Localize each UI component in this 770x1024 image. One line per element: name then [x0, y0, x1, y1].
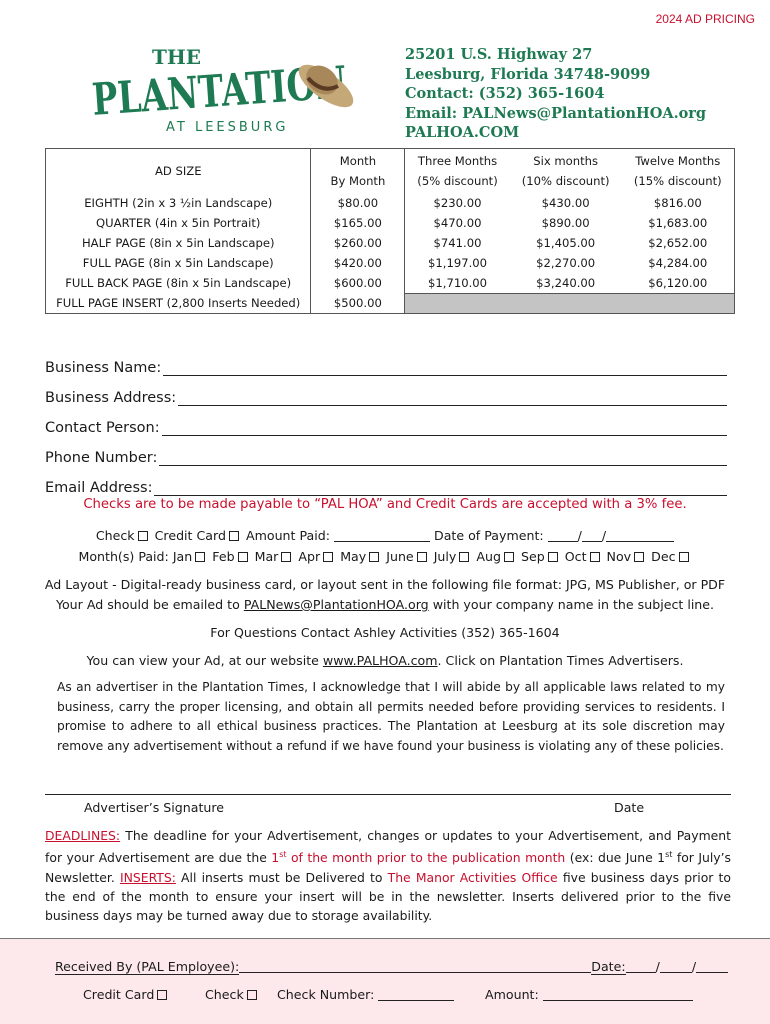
cell-size: FULL PAGE INSERT (2,800 Inserts Needed)	[46, 293, 311, 314]
payment-notice: Checks are to be made payable to “PAL HOA” and Credit Cards are accepted with a 3% fee.	[83, 497, 687, 512]
sep-checkbox[interactable]	[548, 552, 558, 562]
table-row	[46, 293, 735, 314]
cell-twelve: $816.00	[622, 193, 735, 213]
cell-size: HALF PAGE (8in x 5in Landscape)	[46, 233, 311, 253]
cell-six: $1,405.00	[536, 235, 596, 250]
header-six-months: Six months (10% discount)	[510, 149, 622, 193]
email-instructions: Your Ad should be emailed to PALNews@PlantationHOA.org with your company name in the subject line.	[55, 597, 715, 612]
ad-email-link[interactable]: PALNews@PlantationHOA.org	[243, 597, 429, 612]
cell-three: $230.00	[433, 195, 482, 210]
amount-paid-field[interactable]	[334, 541, 430, 542]
office-check-checkbox[interactable]	[247, 990, 257, 1000]
address-line: 25201 U.S. Highway 27	[405, 46, 593, 63]
cell-size: FULL BACK PAGE (8in x 5in Landscape)	[46, 273, 311, 294]
jan-checkbox[interactable]	[195, 552, 205, 562]
feb-checkbox[interactable]	[238, 552, 248, 562]
deadlines-paragraph: DEADLINES: The deadline for your Advertisement, changes or updates to your Advertisement, and Payment for your Advertisement are due the 1st of the month prior to the publication month (ex: due June 1st for July’s Newsletter. INSERTS: All inserts must be Delivered to The Manor Activities Office five business days prior to the end of the month to ensure your insert will be in the newsletter. Inserts delivered prior to the five business days may be turned away due to storage availability.	[45, 828, 731, 923]
contact-person-field[interactable]: Contact Person:	[45, 406, 727, 436]
website-info: You can view your Ad, at our website www.PALHOA.com. Click on Plantation Times Advertisers.	[86, 653, 684, 668]
cell-month: $600.00	[311, 273, 405, 294]
website-line[interactable]: PALHOA.COM	[405, 124, 520, 141]
credit-card-option: Credit Card	[83, 987, 170, 1002]
cell-size: FULL PAGE (8in x 5in Landscape)	[46, 253, 311, 273]
contact-block	[405, 45, 706, 143]
cell-month: $420.00	[311, 253, 405, 273]
cell-twelve: $2,652.00	[622, 233, 735, 253]
apr-checkbox[interactable]	[323, 552, 333, 562]
table-row	[46, 273, 735, 294]
months-paid-row: Month(s) Paid: Jan Feb Mar Apr May June July Aug Sep Oct Nov Dec	[0, 549, 770, 564]
table-row	[46, 193, 735, 213]
table-row	[46, 233, 735, 253]
cell-month: $500.00	[311, 293, 405, 314]
oct-checkbox[interactable]	[590, 552, 600, 562]
office-use-section	[0, 938, 770, 1024]
cell-three: $470.00	[433, 215, 482, 230]
questions-contact: For Questions Contact Ashley Activities (352) 365-1604	[210, 625, 560, 640]
check-number-field[interactable]	[378, 1000, 454, 1001]
table-row	[46, 253, 735, 273]
may-checkbox[interactable]	[369, 552, 379, 562]
ad-layout-info: Ad Layout - Digital-ready business card, or layout sent in the following file format: JPG, MS Publisher, or PDF	[44, 577, 726, 592]
business-info-form	[45, 346, 727, 496]
cell-three: $1,710.00	[428, 275, 488, 290]
signature-label: Advertiser’s Signature	[84, 800, 225, 815]
july-checkbox[interactable]	[459, 552, 469, 562]
check-option: Check	[205, 987, 260, 1002]
signature-line[interactable]	[45, 794, 731, 795]
table-header-row	[46, 149, 735, 193]
cell-unavailable	[405, 293, 735, 314]
email-address-field[interactable]: Email Address:	[45, 466, 727, 496]
nov-checkbox[interactable]	[634, 552, 644, 562]
cell-size: EIGHTH (2in x 3 ½in Landscape)	[46, 193, 311, 213]
city-line: Leesburg, Florida 34748-9099	[405, 65, 651, 83]
cell-size: QUARTER (4in x 5in Portrait)	[46, 213, 311, 233]
date-of-payment-field[interactable]	[606, 541, 674, 542]
business-address-field[interactable]: Business Address:	[45, 376, 727, 406]
cell-six: $2,270.00	[536, 255, 596, 270]
mar-checkbox[interactable]	[281, 552, 291, 562]
received-date-field[interactable]	[696, 972, 728, 973]
table-row	[46, 213, 735, 233]
signature-date-label: Date	[614, 800, 645, 815]
credit-card-checkbox[interactable]	[229, 531, 239, 541]
pricing-year-tag: 2024 AD PRICING	[655, 12, 755, 26]
phone-number-field[interactable]: Phone Number:	[45, 436, 727, 466]
logo-text-at-leesburg: AT LEESBURG	[166, 120, 289, 135]
email-line[interactable]: Email: PALNews@PlantationHOA.org	[405, 104, 707, 122]
header-ad-size: AD SIZE	[46, 149, 311, 193]
cell-month: $165.00	[311, 213, 405, 233]
advertiser-acknowledgement: As an advertiser in the Plantation Times, I acknowledge that I will abide by all applicable laws related to my business, carry the proper licensing, and obtain all permits needed before providing services to residents. I promise to adhere to all ethical business practices. The Plantation at Leesburg at its sole discretion may remove any advertisement without a refund if we have found your business is violating any of these policies.	[57, 680, 725, 753]
cell-six: $890.00	[541, 215, 590, 230]
cell-twelve: $4,284.00	[622, 253, 735, 273]
aug-checkbox[interactable]	[504, 552, 514, 562]
cell-twelve: $6,120.00	[622, 273, 735, 294]
cell-six: $430.00	[541, 195, 590, 210]
cell-month: $80.00	[311, 193, 405, 213]
cell-three: $741.00	[433, 235, 482, 250]
logo-text-the: THE	[152, 45, 202, 69]
header-three-months: Three Months (5% discount)	[405, 149, 510, 193]
june-checkbox[interactable]	[417, 552, 427, 562]
pricing-table	[45, 148, 735, 314]
dec-checkbox[interactable]	[679, 552, 689, 562]
phone-line: Contact: (352) 365-1604	[405, 85, 605, 102]
cell-twelve: $1,683.00	[622, 213, 735, 233]
cell-three: $1,197.00	[428, 255, 488, 270]
website-link[interactable]: www.PALHOA.com	[322, 653, 438, 668]
header-twelve-months: Twelve Months (15% discount)	[622, 149, 735, 193]
logo-text-plantation: PLANTATION	[90, 51, 360, 126]
received-by-row: Received By (PAL Employee): Date: / /	[55, 959, 728, 974]
payment-method-row: Check Credit Card Amount Paid: Date of Payment: / /	[0, 528, 770, 543]
check-checkbox[interactable]	[138, 531, 148, 541]
business-name-field[interactable]: Business Name:	[45, 346, 727, 376]
header-month: Month By Month	[311, 149, 405, 193]
cell-six: $3,240.00	[536, 275, 596, 290]
received-by-field[interactable]	[239, 972, 591, 973]
office-credit-card-checkbox[interactable]	[157, 990, 167, 1000]
amount-field[interactable]	[543, 1000, 693, 1001]
amount-row: Amount:	[485, 987, 693, 1002]
check-number-row: Check Number:	[277, 987, 454, 1002]
plantation-logo	[90, 42, 360, 142]
cell-month: $260.00	[311, 233, 405, 253]
